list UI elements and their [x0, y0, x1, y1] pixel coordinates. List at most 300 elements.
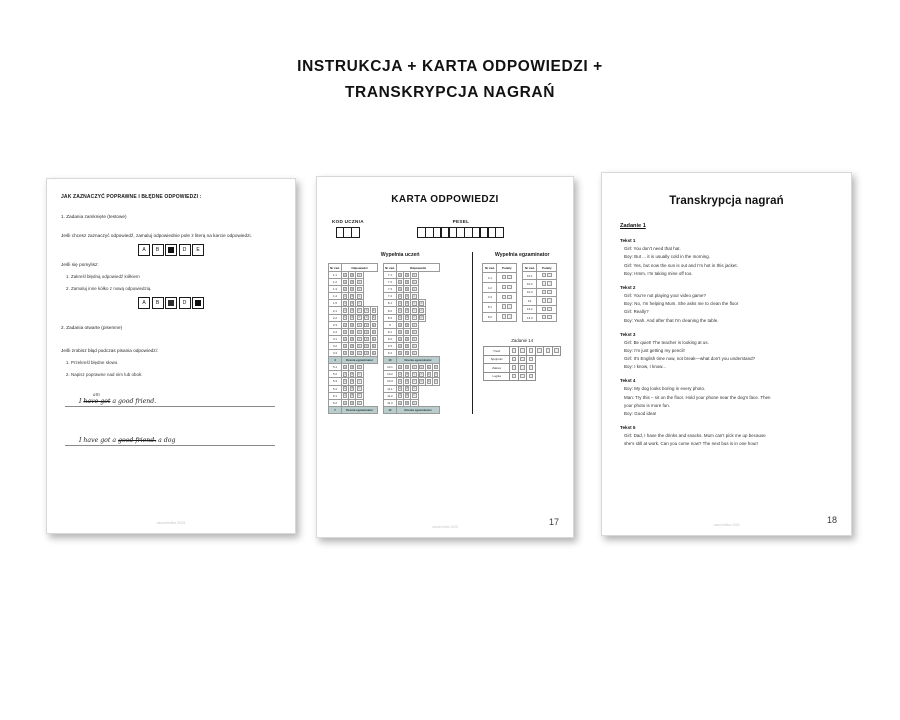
- answer-option-cell[interactable]: [411, 293, 418, 300]
- point-bubble[interactable]: [542, 290, 546, 294]
- point-bubble[interactable]: [547, 273, 551, 277]
- answer-option-cell[interactable]: [349, 371, 356, 378]
- example-corrected-cell-b[interactable]: B: [152, 297, 164, 309]
- answer-bubble-a[interactable]: A: [399, 337, 401, 341]
- points-cell[interactable]: [537, 305, 557, 313]
- answer-option-cell[interactable]: [342, 328, 349, 335]
- point-bubble[interactable]: [507, 275, 511, 279]
- answer-option-cell[interactable]: [432, 378, 439, 385]
- example-correct-cell-d[interactable]: D: [179, 244, 191, 256]
- answer-bubble-c[interactable]: C: [413, 316, 416, 320]
- answer-option-cell[interactable]: [363, 342, 370, 349]
- answer-bubble-c[interactable]: C: [413, 373, 416, 377]
- answer-option-cell[interactable]: [404, 371, 411, 378]
- answer-option-cell[interactable]: [404, 321, 411, 328]
- point-bubble[interactable]: [507, 285, 511, 289]
- point-bubble[interactable]: [507, 304, 511, 308]
- points-cell[interactable]: [537, 280, 557, 288]
- answer-option-cell[interactable]: [370, 350, 377, 357]
- answer-bubble-a[interactable]: A: [344, 337, 346, 341]
- answer-option-cell[interactable]: [349, 286, 356, 293]
- answer-option-cell[interactable]: [411, 328, 418, 335]
- answer-option-cell[interactable]: [356, 286, 363, 293]
- answer-bubble-a[interactable]: A: [399, 295, 401, 299]
- answer-option-cell[interactable]: [356, 272, 363, 279]
- answer-option-cell[interactable]: [411, 279, 418, 286]
- answer-bubble-d[interactable]: D: [365, 344, 368, 348]
- answer-bubble-a[interactable]: A: [399, 323, 401, 327]
- answer-bubble-a[interactable]: A: [344, 273, 346, 277]
- answer-option-cell[interactable]: [370, 328, 377, 335]
- answer-option-cell[interactable]: [356, 350, 363, 357]
- answer-bubble-b[interactable]: B: [351, 373, 354, 377]
- answer-bubble-c[interactable]: C: [413, 280, 416, 284]
- answer-option-cell[interactable]: [404, 392, 411, 399]
- answer-bubble-a[interactable]: A: [399, 280, 401, 284]
- pesel-field[interactable]: [418, 227, 504, 238]
- answer-option-cell[interactable]: [370, 342, 377, 349]
- answer-option-cell[interactable]: [411, 342, 418, 349]
- answer-option-cell[interactable]: [404, 335, 411, 342]
- answer-bubble-b[interactable]: B: [351, 309, 354, 313]
- point-bubble[interactable]: [542, 315, 546, 319]
- score-cell[interactable]: [544, 347, 553, 355]
- answer-option-cell[interactable]: [342, 371, 349, 378]
- answer-bubble-b[interactable]: B: [351, 351, 354, 355]
- answer-option-cell[interactable]: [396, 371, 403, 378]
- answer-bubble-f[interactable]: F: [435, 373, 437, 377]
- answer-option-cell[interactable]: [418, 364, 425, 371]
- example-correct-cell-a[interactable]: A: [138, 244, 150, 256]
- score-bubble[interactable]: [520, 357, 524, 361]
- answer-option-cell[interactable]: [356, 279, 363, 286]
- kod-ucznia-field[interactable]: [336, 227, 359, 238]
- point-bubble[interactable]: [547, 298, 551, 302]
- document-page-instrukcja[interactable]: [46, 178, 296, 534]
- answer-option-cell[interactable]: [425, 364, 432, 371]
- points-cell[interactable]: [537, 288, 557, 296]
- answer-bubble-a[interactable]: A: [399, 344, 401, 348]
- answer-bubble-c[interactable]: C: [413, 295, 416, 299]
- score-bubble[interactable]: [529, 357, 533, 361]
- answer-bubble-d[interactable]: D: [365, 316, 368, 320]
- answer-option-cell[interactable]: [411, 286, 418, 293]
- points-cell[interactable]: [497, 292, 517, 302]
- answer-bubble-b[interactable]: B: [351, 366, 354, 370]
- answer-bubble-c[interactable]: C: [413, 323, 416, 327]
- answer-bubble-b[interactable]: B: [406, 302, 409, 306]
- answer-bubble-f[interactable]: F: [435, 366, 437, 370]
- answer-option-cell[interactable]: [356, 371, 363, 378]
- answer-bubble-b[interactable]: B: [406, 344, 409, 348]
- answer-bubble-d[interactable]: D: [365, 323, 368, 327]
- answer-option-cell[interactable]: [356, 364, 363, 371]
- answer-option-cell[interactable]: [370, 335, 377, 342]
- answer-option-cell[interactable]: [396, 321, 403, 328]
- point-bubble[interactable]: [507, 295, 511, 299]
- point-bubble[interactable]: [542, 307, 546, 311]
- student-answer-table-left[interactable]: [328, 263, 378, 414]
- answer-option-cell[interactable]: [425, 371, 432, 378]
- answer-bubble-c[interactable]: C: [358, 401, 361, 405]
- answer-bubble-d[interactable]: D: [420, 309, 423, 313]
- points-cell[interactable]: [537, 313, 557, 321]
- answer-bubble-e[interactable]: E: [427, 373, 430, 377]
- answer-option-cell[interactable]: [363, 335, 370, 342]
- score-bubble[interactable]: [512, 374, 516, 378]
- answer-bubble-b[interactable]: B: [406, 280, 409, 284]
- example-correct-cell-b[interactable]: B: [152, 244, 164, 256]
- answer-option-cell[interactable]: [363, 328, 370, 335]
- answer-option-cell[interactable]: [349, 328, 356, 335]
- answer-bubble-d[interactable]: D: [420, 316, 423, 320]
- score-cell[interactable]: [527, 347, 536, 355]
- answer-bubble-b[interactable]: B: [406, 337, 409, 341]
- answer-bubble-c[interactable]: C: [413, 337, 416, 341]
- answer-bubble-c[interactable]: C: [358, 366, 361, 370]
- answer-bubble-a[interactable]: A: [344, 394, 346, 398]
- answer-option-cell[interactable]: [342, 307, 349, 314]
- score-cell[interactable]: [535, 347, 544, 355]
- answer-option-cell[interactable]: [411, 300, 418, 307]
- answer-bubble-a[interactable]: A: [399, 387, 401, 391]
- answer-option-cell[interactable]: [356, 321, 363, 328]
- answer-option-cell[interactable]: [349, 378, 356, 385]
- answer-option-cell[interactable]: [411, 399, 418, 406]
- point-bubble[interactable]: [502, 314, 506, 318]
- point-bubble[interactable]: [502, 275, 506, 279]
- score-bubble[interactable]: [520, 374, 524, 378]
- answer-bubble-b[interactable]: B: [406, 366, 409, 370]
- score-bubble[interactable]: [520, 348, 524, 352]
- answer-bubble-b[interactable]: B: [351, 330, 354, 334]
- answer-option-cell[interactable]: [370, 314, 377, 321]
- points-cell[interactable]: [497, 273, 517, 283]
- answer-option-cell[interactable]: [411, 272, 418, 279]
- point-bubble[interactable]: [547, 290, 551, 294]
- answer-bubble-d[interactable]: D: [365, 337, 368, 341]
- answer-bubble-e[interactable]: E: [373, 316, 375, 320]
- answer-option-cell[interactable]: [356, 293, 363, 300]
- answer-option-cell[interactable]: [356, 342, 363, 349]
- answer-option-cell[interactable]: [342, 335, 349, 342]
- answer-option-cell[interactable]: [404, 279, 411, 286]
- score-cell[interactable]: [518, 372, 527, 380]
- answer-bubble-b[interactable]: B: [406, 309, 409, 313]
- answer-bubble-a[interactable]: A: [344, 295, 346, 299]
- score-bubble[interactable]: [529, 365, 533, 369]
- answer-option-cell[interactable]: [342, 279, 349, 286]
- answer-bubble-a[interactable]: A: [399, 351, 401, 355]
- answer-option-cell[interactable]: [404, 293, 411, 300]
- answer-option-cell[interactable]: [349, 314, 356, 321]
- answer-bubble-b[interactable]: B: [351, 380, 354, 384]
- answer-option-cell[interactable]: [356, 399, 363, 406]
- answer-bubble-a[interactable]: A: [399, 373, 401, 377]
- answer-option-cell[interactable]: [396, 342, 403, 349]
- answer-bubble-c[interactable]: C: [413, 330, 416, 334]
- answer-option-cell[interactable]: [411, 364, 418, 371]
- answer-bubble-a[interactable]: A: [399, 273, 401, 277]
- answer-option-cell[interactable]: [404, 350, 411, 357]
- answer-option-cell[interactable]: [396, 307, 403, 314]
- answer-bubble-a[interactable]: A: [344, 302, 346, 306]
- zadanie-14-table[interactable]: [483, 346, 561, 381]
- answer-option-cell[interactable]: [432, 371, 439, 378]
- answer-bubble-d[interactable]: D: [365, 309, 368, 313]
- answer-option-cell[interactable]: [370, 321, 377, 328]
- score-cell[interactable]: [527, 355, 536, 363]
- answer-option-cell[interactable]: [349, 350, 356, 357]
- point-bubble[interactable]: [502, 285, 506, 289]
- answer-bubble-c[interactable]: C: [413, 288, 416, 292]
- answer-option-cell[interactable]: [342, 392, 349, 399]
- answer-option-cell[interactable]: [342, 350, 349, 357]
- score-cell[interactable]: [510, 347, 519, 355]
- answer-bubble-c[interactable]: C: [358, 373, 361, 377]
- example-corrected-cell-d[interactable]: D: [179, 297, 191, 309]
- answer-bubble-b[interactable]: B: [351, 394, 354, 398]
- answer-option-cell[interactable]: [404, 307, 411, 314]
- answer-option-cell[interactable]: [418, 371, 425, 378]
- score-cell[interactable]: [510, 355, 519, 363]
- answer-bubble-c[interactable]: C: [358, 380, 361, 384]
- answer-option-cell[interactable]: [411, 321, 418, 328]
- answer-bubble-a[interactable]: A: [344, 380, 346, 384]
- answer-option-cell[interactable]: [418, 378, 425, 385]
- score-bubble[interactable]: [512, 357, 516, 361]
- answer-option-cell[interactable]: [349, 300, 356, 307]
- answer-bubble-c[interactable]: C: [358, 387, 361, 391]
- answer-bubble-e[interactable]: E: [373, 351, 375, 355]
- answer-option-cell[interactable]: [349, 399, 356, 406]
- answer-bubble-c[interactable]: C: [358, 323, 361, 327]
- point-bubble[interactable]: [542, 281, 546, 285]
- score-bubble[interactable]: [546, 348, 550, 352]
- points-cell[interactable]: [537, 297, 557, 305]
- answer-bubble-e[interactable]: E: [373, 337, 375, 341]
- answer-bubble-c[interactable]: C: [358, 295, 361, 299]
- answer-bubble-a[interactable]: A: [399, 302, 401, 306]
- answer-bubble-b[interactable]: B: [406, 273, 409, 277]
- answer-bubble-c[interactable]: C: [413, 344, 416, 348]
- answer-bubble-e[interactable]: E: [373, 309, 375, 313]
- points-cell[interactable]: [497, 283, 517, 293]
- answer-bubble-a[interactable]: A: [344, 344, 346, 348]
- score-cell[interactable]: [527, 364, 536, 372]
- answer-bubble-a[interactable]: A: [399, 309, 401, 313]
- answer-bubble-c[interactable]: C: [413, 302, 416, 306]
- answer-option-cell[interactable]: [425, 378, 432, 385]
- point-bubble[interactable]: [542, 273, 546, 277]
- answer-option-cell[interactable]: [396, 392, 403, 399]
- answer-option-cell[interactable]: [342, 293, 349, 300]
- score-cell[interactable]: [552, 347, 561, 355]
- answer-bubble-c[interactable]: C: [358, 302, 361, 306]
- answer-option-cell[interactable]: [349, 293, 356, 300]
- answer-bubble-b[interactable]: B: [351, 302, 354, 306]
- answer-bubble-a[interactable]: A: [344, 316, 346, 320]
- answer-bubble-b[interactable]: B: [406, 380, 409, 384]
- answer-bubble-a[interactable]: A: [344, 323, 346, 327]
- examiner-points-table-right[interactable]: [522, 263, 557, 322]
- score-cell[interactable]: [518, 347, 527, 355]
- answer-option-cell[interactable]: [396, 335, 403, 342]
- answer-option-cell[interactable]: [404, 378, 411, 385]
- answer-bubble-d[interactable]: D: [365, 330, 368, 334]
- score-cell[interactable]: [518, 364, 527, 372]
- answer-bubble-a[interactable]: A: [399, 330, 401, 334]
- answer-option-cell[interactable]: [356, 385, 363, 392]
- answer-bubble-c[interactable]: C: [358, 337, 361, 341]
- answer-option-cell[interactable]: [342, 286, 349, 293]
- answer-option-cell[interactable]: [342, 321, 349, 328]
- answer-bubble-b[interactable]: B: [406, 295, 409, 299]
- answer-option-cell[interactable]: [370, 307, 377, 314]
- answer-option-cell[interactable]: [396, 300, 403, 307]
- answer-option-cell[interactable]: [418, 314, 425, 321]
- answer-bubble-c[interactable]: C: [413, 380, 416, 384]
- answer-bubble-b[interactable]: B: [406, 351, 409, 355]
- answer-bubble-a[interactable]: A: [344, 280, 346, 284]
- answer-bubble-b[interactable]: B: [351, 401, 354, 405]
- answer-option-cell[interactable]: [404, 314, 411, 321]
- answer-bubble-d[interactable]: D: [420, 380, 423, 384]
- answer-bubble-c[interactable]: C: [413, 273, 416, 277]
- answer-bubble-c[interactable]: C: [358, 394, 361, 398]
- answer-bubble-c[interactable]: C: [358, 309, 361, 313]
- answer-option-cell[interactable]: [411, 350, 418, 357]
- answer-option-cell[interactable]: [396, 279, 403, 286]
- answer-option-cell[interactable]: [363, 350, 370, 357]
- answer-option-cell[interactable]: [404, 272, 411, 279]
- answer-bubble-b[interactable]: B: [351, 273, 354, 277]
- document-page-transkrypcja[interactable]: [601, 172, 852, 536]
- answer-option-cell[interactable]: [411, 371, 418, 378]
- answer-bubble-b[interactable]: B: [351, 280, 354, 284]
- answer-option-cell[interactable]: [356, 307, 363, 314]
- answer-option-cell[interactable]: [363, 314, 370, 321]
- answer-bubble-b[interactable]: B: [406, 401, 409, 405]
- answer-bubble-a[interactable]: A: [399, 394, 401, 398]
- answer-option-cell[interactable]: [342, 364, 349, 371]
- answer-option-cell[interactable]: [363, 321, 370, 328]
- answer-bubble-c[interactable]: C: [358, 330, 361, 334]
- score-bubble[interactable]: [512, 365, 516, 369]
- answer-option-cell[interactable]: [396, 378, 403, 385]
- answer-bubble-b[interactable]: B: [406, 330, 409, 334]
- answer-option-cell[interactable]: [342, 272, 349, 279]
- document-page-karta-odpowiedzi[interactable]: [316, 176, 574, 538]
- answer-bubble-c[interactable]: C: [413, 351, 416, 355]
- kod-ucznia-box[interactable]: [351, 227, 360, 238]
- answer-bubble-b[interactable]: B: [351, 344, 354, 348]
- answer-option-cell[interactable]: [404, 300, 411, 307]
- answer-option-cell[interactable]: [356, 300, 363, 307]
- answer-option-cell[interactable]: [404, 385, 411, 392]
- answer-bubble-e[interactable]: E: [373, 323, 375, 327]
- answer-bubble-c[interactable]: C: [358, 316, 361, 320]
- answer-bubble-e[interactable]: E: [427, 366, 430, 370]
- answer-bubble-a[interactable]: A: [399, 366, 401, 370]
- answer-option-cell[interactable]: [396, 399, 403, 406]
- answer-option-cell[interactable]: [356, 378, 363, 385]
- answer-option-cell[interactable]: [342, 342, 349, 349]
- answer-option-cell[interactable]: [349, 385, 356, 392]
- answer-option-cell[interactable]: [411, 335, 418, 342]
- answer-bubble-a[interactable]: A: [344, 387, 346, 391]
- answer-bubble-d[interactable]: D: [420, 366, 423, 370]
- point-bubble[interactable]: [547, 307, 551, 311]
- answer-bubble-b[interactable]: B: [406, 316, 409, 320]
- example-corrected-cell-c[interactable]: [165, 297, 177, 309]
- score-bubble[interactable]: [529, 374, 533, 378]
- example-correct-cell-c[interactable]: [165, 244, 177, 256]
- answer-bubble-e[interactable]: E: [427, 380, 430, 384]
- answer-option-cell[interactable]: [404, 364, 411, 371]
- answer-bubble-c[interactable]: C: [413, 309, 416, 313]
- answer-bubble-a[interactable]: A: [399, 288, 401, 292]
- answer-bubble-a[interactable]: A: [344, 373, 346, 377]
- answer-option-cell[interactable]: [396, 350, 403, 357]
- point-bubble[interactable]: [542, 298, 546, 302]
- example-corrected-cell-e[interactable]: [192, 297, 204, 309]
- score-bubble[interactable]: [537, 348, 541, 352]
- pesel-box[interactable]: [495, 227, 504, 238]
- answer-option-cell[interactable]: [432, 364, 439, 371]
- answer-bubble-b[interactable]: B: [406, 387, 409, 391]
- answer-option-cell[interactable]: [349, 279, 356, 286]
- answer-bubble-c[interactable]: C: [358, 273, 361, 277]
- answer-option-cell[interactable]: [404, 328, 411, 335]
- answer-option-cell[interactable]: [349, 342, 356, 349]
- answer-option-cell[interactable]: [349, 364, 356, 371]
- score-cell[interactable]: [510, 372, 519, 380]
- answer-option-cell[interactable]: [411, 307, 418, 314]
- answer-option-cell[interactable]: [396, 314, 403, 321]
- answer-bubble-a[interactable]: A: [344, 401, 346, 405]
- answer-option-cell[interactable]: [404, 342, 411, 349]
- answer-bubble-d[interactable]: D: [420, 302, 423, 306]
- point-bubble[interactable]: [547, 281, 551, 285]
- examiner-points-table-left[interactable]: [482, 263, 517, 322]
- answer-bubble-a[interactable]: A: [344, 309, 346, 313]
- answer-option-cell[interactable]: [411, 385, 418, 392]
- student-answer-table-right[interactable]: [383, 263, 440, 414]
- answer-bubble-c[interactable]: C: [413, 401, 416, 405]
- answer-bubble-c[interactable]: C: [358, 288, 361, 292]
- answer-option-cell[interactable]: [396, 385, 403, 392]
- answer-option-cell[interactable]: [349, 272, 356, 279]
- answer-option-cell[interactable]: [411, 378, 418, 385]
- answer-bubble-a[interactable]: A: [344, 330, 346, 334]
- points-cell[interactable]: [497, 312, 517, 322]
- points-cell[interactable]: [537, 272, 557, 280]
- answer-bubble-c[interactable]: C: [358, 344, 361, 348]
- score-cell[interactable]: [518, 355, 527, 363]
- score-bubble[interactable]: [529, 348, 533, 352]
- answer-option-cell[interactable]: [411, 392, 418, 399]
- answer-bubble-c[interactable]: C: [358, 351, 361, 355]
- answer-option-cell[interactable]: [396, 272, 403, 279]
- answer-option-cell[interactable]: [411, 314, 418, 321]
- answer-bubble-a[interactable]: A: [344, 351, 346, 355]
- answer-bubble-c[interactable]: C: [413, 387, 416, 391]
- answer-bubble-a[interactable]: A: [399, 316, 401, 320]
- answer-option-cell[interactable]: [342, 314, 349, 321]
- answer-bubble-b[interactable]: B: [351, 316, 354, 320]
- answer-bubble-b[interactable]: B: [351, 337, 354, 341]
